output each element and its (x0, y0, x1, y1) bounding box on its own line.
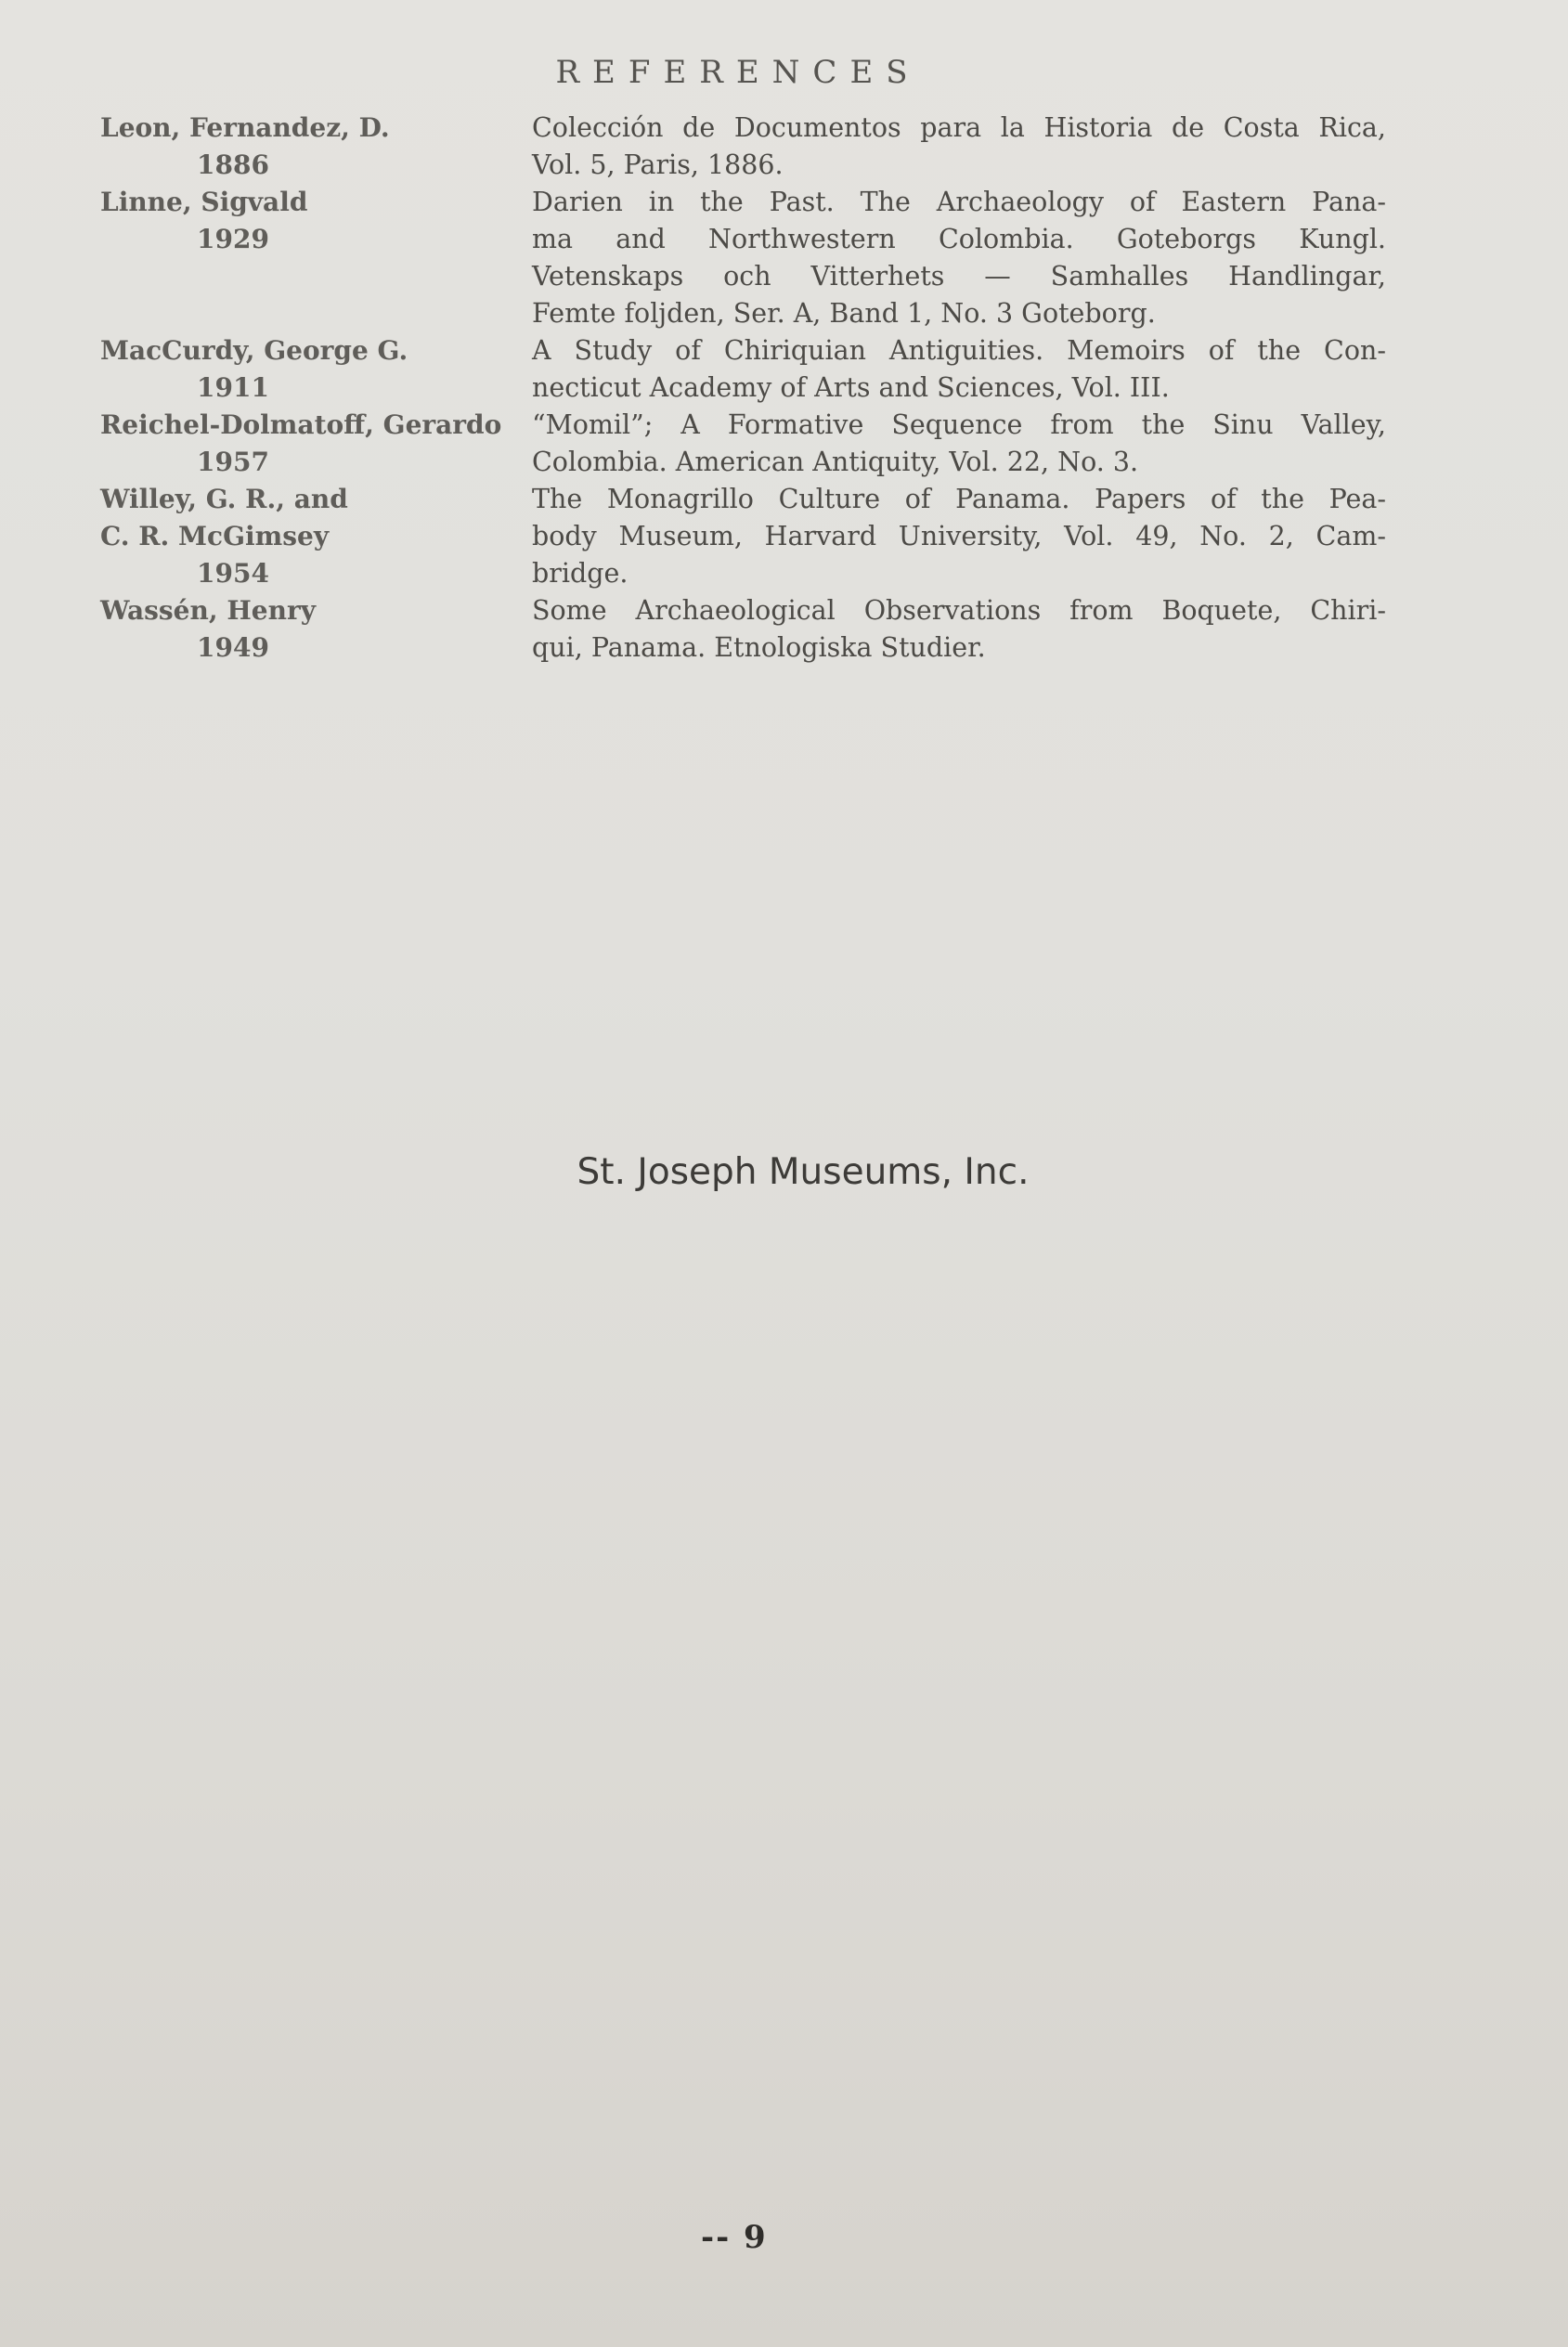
reference-list (100, 110, 1400, 667)
citation-line: Darien in the Past. The Archaeology of Eastern Pana- (532, 187, 1386, 217)
reference-citation (532, 332, 1386, 407)
reference-year: 1949 (197, 632, 269, 663)
citation-line: Vol. 5, Paris, 1886. (532, 149, 784, 180)
reference-entry (100, 592, 1400, 667)
reference-entry (100, 184, 1400, 332)
author-name-line: Linne, Sigvald (100, 187, 308, 217)
reference-year: 1957 (197, 447, 269, 477)
page-number: -- 9 (701, 2219, 768, 2256)
reference-author (100, 184, 532, 332)
citation-line: bridge. (532, 558, 628, 589)
citation-line: Colección de Documentos para la Historia de Costa Rica, (532, 112, 1386, 143)
citation-line: Colombia. American Antiquity, Vol. 22, No. 3. (532, 447, 1139, 477)
watermark-text: St. Joseph Museums, Inc. (577, 1151, 1030, 1193)
author-name-line: Wassén, Henry (100, 595, 316, 626)
reference-author (100, 592, 532, 667)
reference-author (100, 407, 532, 481)
author-name-line: Leon, Fernandez, D. (100, 112, 390, 143)
citation-line: necticut Academy of Arts and Sciences, Vol. III. (532, 372, 1170, 403)
reference-entry (100, 407, 1400, 481)
reference-entry (100, 110, 1400, 184)
citation-line: Some Archaeological Observations from Boquete, Chiri- (532, 595, 1386, 626)
citation-line: “Momil”; A Formative Sequence from the Sinu Valley, (532, 409, 1386, 440)
citation-line: body Museum, Harvard University, Vol. 49, No. 2, Cam- (532, 521, 1386, 551)
author-name-line: Willey, G. R., and (100, 484, 348, 514)
reference-entry (100, 332, 1400, 407)
reference-citation (532, 110, 1386, 184)
reference-citation (532, 407, 1386, 481)
author-name-line: Reichel-Dolmatoff, Gerardo (100, 409, 502, 440)
citation-line: Femte foljden, Ser. A, Band 1, No. 3 Goteborg. (532, 298, 1156, 329)
references-heading: REFERENCES (555, 54, 921, 91)
citation-line: The Monagrillo Culture of Panama. Papers of the Pea- (532, 484, 1386, 514)
citation-line: Vetenskaps och Vitterhets — Samhalles Handlingar, (532, 261, 1386, 292)
reference-year: 1954 (197, 558, 269, 589)
reference-citation (532, 481, 1386, 592)
author-name-line: C. R. McGimsey (100, 521, 330, 551)
reference-year: 1929 (197, 224, 269, 254)
author-name-line: MacCurdy, George G. (100, 335, 408, 366)
reference-entry (100, 481, 1400, 592)
reference-author (100, 110, 532, 184)
reference-author (100, 481, 532, 592)
reference-citation (532, 184, 1386, 332)
reference-author (100, 332, 532, 407)
citation-line: ma and Northwestern Colombia. Goteborgs Kungl. (532, 224, 1386, 254)
reference-year: 1911 (197, 372, 269, 403)
citation-line: A Study of Chiriquian Antiguities. Memoirs of the Con- (532, 335, 1386, 366)
reference-year: 1886 (197, 149, 269, 180)
reference-citation (532, 592, 1386, 667)
citation-line: qui, Panama. Etnologiska Studier. (532, 632, 986, 663)
